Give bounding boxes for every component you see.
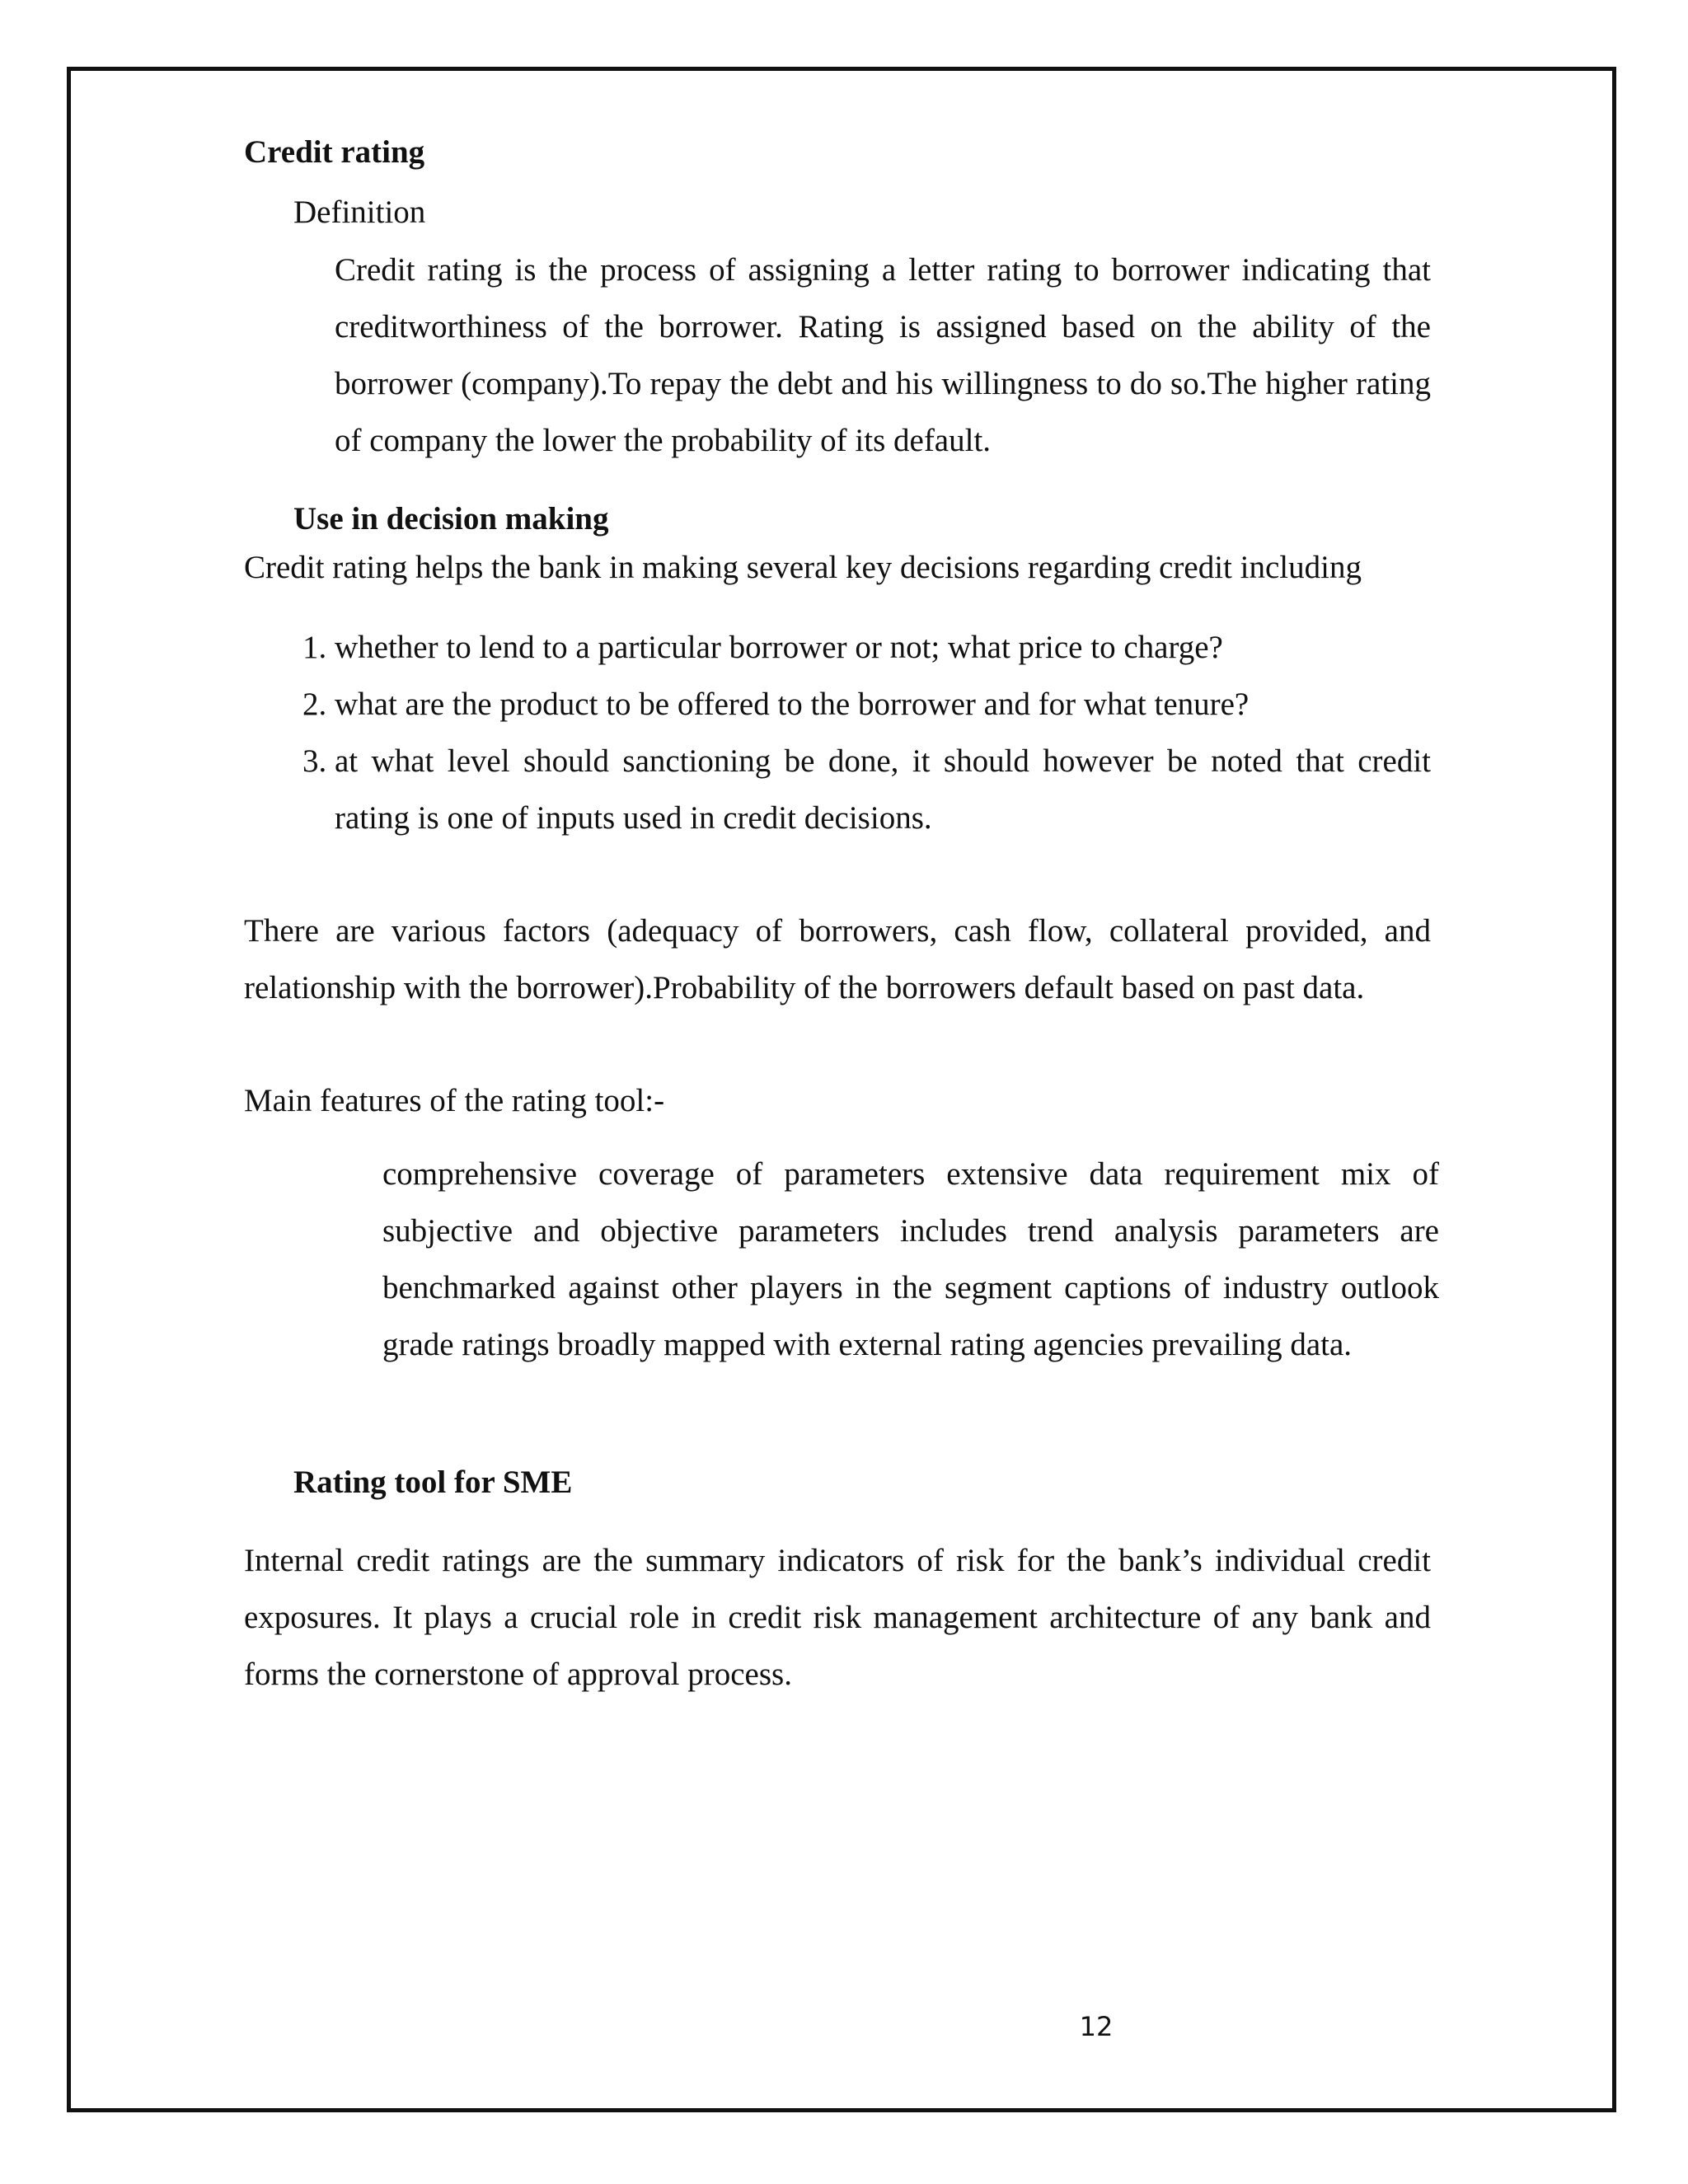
- section-heading-credit-rating: Credit rating: [244, 134, 425, 170]
- page-number: 12: [1079, 2011, 1114, 2042]
- heading-rating-tool-sme: Rating tool for SME: [293, 1465, 573, 1501]
- decision-list: [244, 619, 1431, 846]
- definition-label: Definition: [293, 194, 426, 230]
- features-paragraph: comprehensive coverage of parameters extensive data requirement mix of subjective and objective parameters includes trend analysis parameters are benchmarked against other players in the segment captions of industry outlook grade ratings broadly mapped with external rating agencies prevailing data.: [382, 1156, 1439, 1363]
- features-heading: Main features of the rating tool:-: [244, 1083, 665, 1119]
- definition-paragraph: Credit rating is the process of assigning a letter rating to borrower indicating that creditworthiness of the borrower. Rating is assigned based on the ability of the borrower (company).To repay the debt and his willingness to do so.The higher rating of company the lower the probability of its default.: [335, 252, 1431, 459]
- page-content: [244, 124, 1439, 1703]
- decision-intro-paragraph: Credit rating helps the bank in making several key decisions regarding credit including: [244, 550, 1362, 586]
- sme-paragraph: Internal credit ratings are the summary indicators of risk for the bank’s individual credit exposures. It plays a crucial role in credit risk management architecture of any bank and forms the cornerstone of approval process.: [244, 1542, 1431, 1692]
- factors-paragraph: There are various factors (adequacy of borrowers, cash flow, collateral provided, and relationship with the borrower).Probability of the borrowers default based on past data.: [244, 913, 1431, 1006]
- heading-decision-making: Use in decision making: [293, 501, 609, 537]
- list-item: 1. whether to lend to a particular borrower or not; what price to charge?: [335, 619, 1431, 676]
- list-item: 3. at what level should sanctioning be done, it should however be noted that credit rating is one of inputs used in credit decisions.: [335, 733, 1431, 846]
- list-item: 2. what are the product to be offered to the borrower and for what tenure?: [335, 676, 1431, 733]
